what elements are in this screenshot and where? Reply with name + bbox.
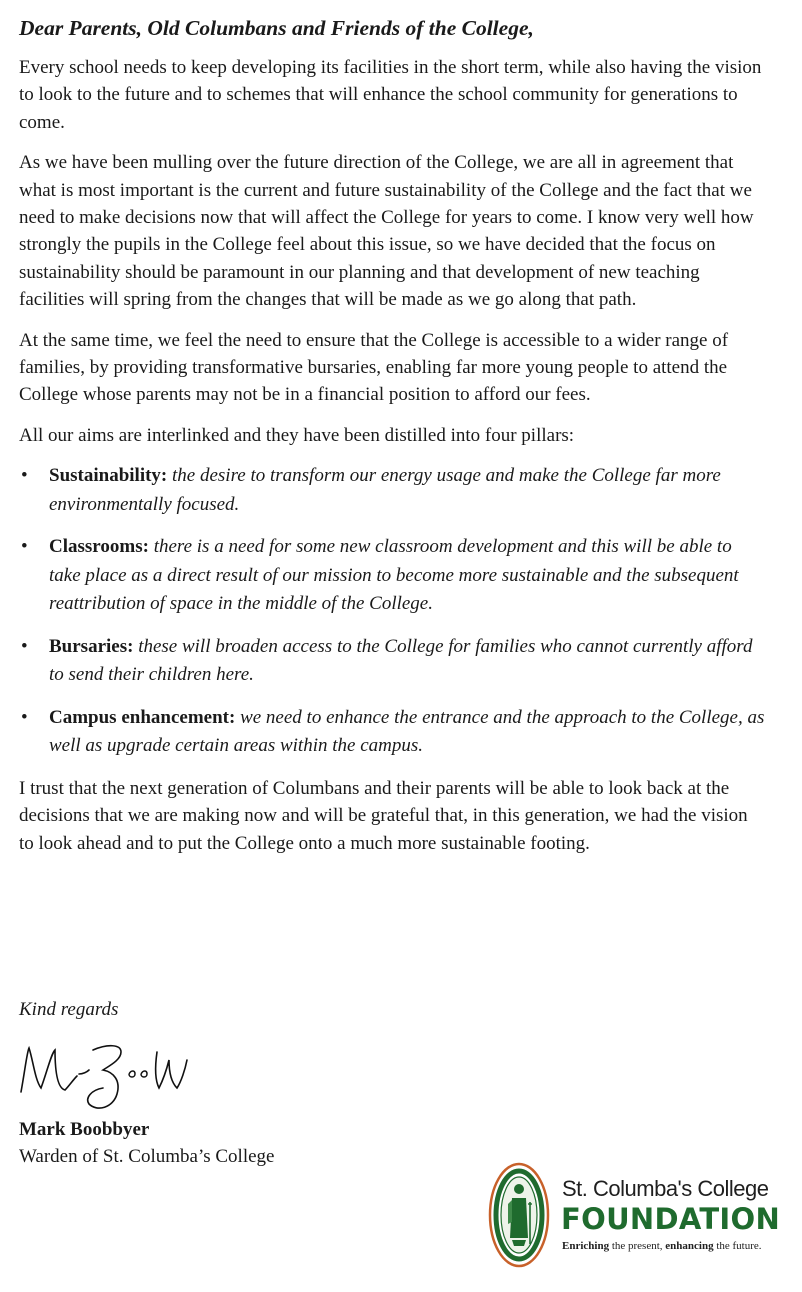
paragraph-4: All our aims are interlinked and they have been distilled into four pillars:: [19, 424, 575, 446]
saint-columba-crest-icon: [488, 1162, 550, 1268]
closing-paragraph: I trust that the next generation of Columbans and their parents will be able to look back at the decisions that we are making now and will be grateful that, in this generation, we had the vision to look ahead and to put the College onto a much more sustainable footing.: [19, 777, 748, 854]
pillar-term: Sustainability:: [49, 465, 168, 487]
pillar-description: there is a need for some new classroom development and this will be able to take place as a direct result of our mission to become more sustainable and the subsequent reattribution of space in the middle of the College.: [49, 536, 739, 615]
pillar-campus-enhancement: [19, 704, 767, 761]
pillar-description: these will broaden access to the College for families who cannot currently afford to send their children here.: [49, 635, 753, 686]
pillars-list: [19, 462, 767, 761]
salutation: Dear Parents, Old Columbans and Friends of the College,: [19, 16, 534, 40]
signer-title: Warden of St. Columba’s College: [19, 1146, 275, 1167]
pillar-term: Classrooms:: [49, 536, 149, 558]
sign-off: Kind regards: [19, 999, 119, 1020]
bullet-icon: •: [21, 465, 28, 487]
pillar-bursaries: [19, 633, 767, 690]
logo-tagline: [562, 1240, 762, 1252]
pillar-term: Campus enhancement:: [49, 706, 236, 728]
logo-foundation-text: FOUNDATION: [561, 1202, 781, 1236]
logo-tagline-word: enhancing: [665, 1240, 714, 1252]
bullet-icon: •: [21, 536, 28, 558]
pillar-sustainability: [19, 462, 767, 519]
bullet-icon: •: [21, 635, 28, 657]
logo-tagline-word: Enriching: [562, 1240, 610, 1252]
signer-name: Mark Boobbyer: [19, 1119, 150, 1140]
paragraph-2: As we have been mulling over the future direction of the College, we are all in agreement that what is most important is the current and future sustainability of the College and the fact that we need to make decisions now that will affect the College for years to come. I know very well how strongly the pupils in the College feel about this issue, so we have decided that the focus on sustainability should be paramount in our planning and that development of new teaching facilities will spring from the changes that will be made as we go along that path.: [19, 152, 754, 311]
pillar-description: we need to enhance the entrance and the approach to the College, as well as upgrade certain areas within the campus.: [49, 706, 765, 757]
handwritten-signature: [17, 1030, 202, 1120]
logo-tagline-text: the present,: [609, 1240, 666, 1252]
pillar-description: the desire to transform our energy usage and make the College far more environmentally focused.: [49, 465, 721, 515]
logo-tagline-text: the future.: [713, 1240, 762, 1252]
pillar-classrooms: [19, 533, 767, 619]
logo-college-name: St. Columba's College: [562, 1176, 769, 1201]
paragraph-3: At the same time, we feel the need to ensure that the College is accessible to a wider range of families, by providing transformative bursaries, enabling far more young people to attend the College whose parents may not be in a financial position to afford our fees.: [19, 329, 729, 406]
bullet-icon: •: [21, 706, 28, 728]
letter-body: [19, 14, 767, 870]
pillar-term: Bursaries:: [49, 635, 134, 657]
foundation-logo: [488, 1162, 788, 1272]
paragraph-1: Every school needs to keep developing its facilities in the short term, while also having the vision to look to the future and to schemes that will enhance the school community for generations to come.: [19, 57, 762, 133]
